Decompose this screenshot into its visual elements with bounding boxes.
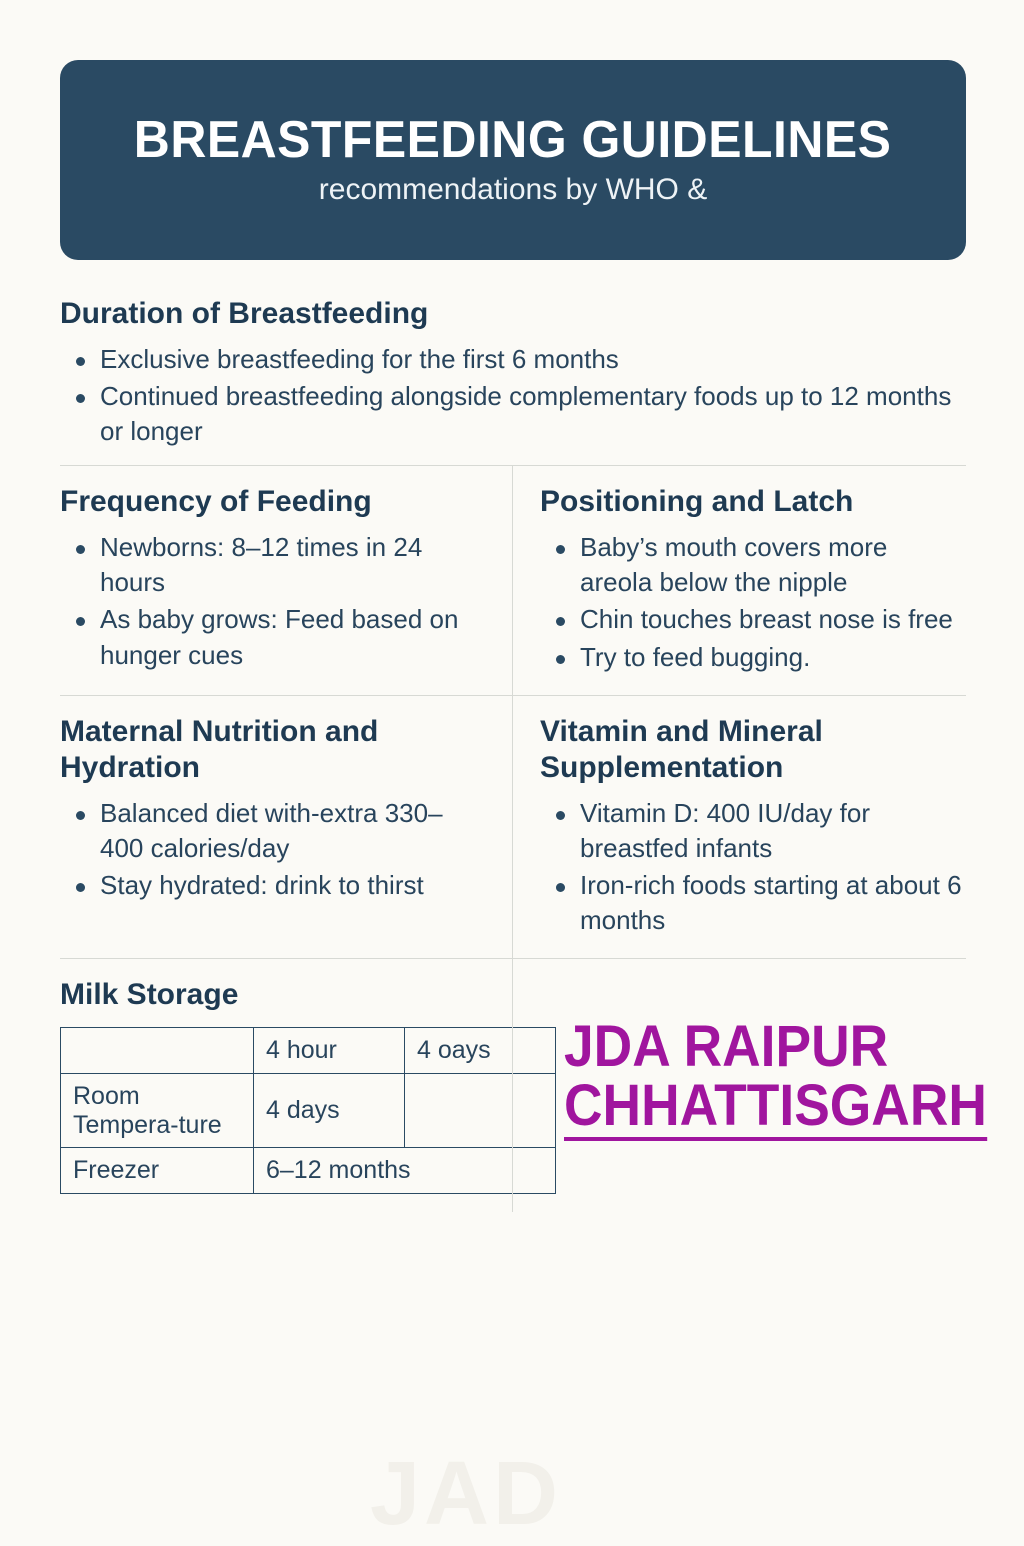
table-cell: 6–12 months (254, 1148, 556, 1194)
table-row-label: Room Tempera-ture (61, 1073, 254, 1148)
page-subtitle: recommendations by WHO & (318, 173, 708, 207)
bullet-list-frequency (60, 530, 482, 672)
row-storage-brand (60, 959, 987, 1212)
content-grid (60, 296, 987, 1212)
list-item: Iron-rich foods starting at about 6 months (540, 868, 966, 938)
section-positioning (512, 466, 966, 694)
bullet-list-positioning (540, 530, 966, 674)
brand-block (512, 959, 987, 1212)
header-banner (60, 60, 966, 260)
section-title-vitamins: Vitamin and Mineral Supplementation (540, 714, 823, 784)
table-header-cell: 4 oays (405, 1028, 556, 1074)
table-header-cell: 4 hour (254, 1028, 405, 1074)
watermark: JAD (370, 1444, 563, 1544)
divider-vertical (512, 959, 513, 1212)
section-vitamins (512, 696, 966, 958)
table-row-label: Freezer (61, 1148, 254, 1194)
list-item: Baby’s mouth covers more areola below the nipple (540, 530, 966, 600)
list-item: Vitamin D: 400 IU/day for breastfed infants (540, 796, 966, 866)
brand-line-1: JDA RAIPUR (564, 1014, 889, 1080)
section-frequency (60, 466, 512, 694)
bullet-list-duration (60, 342, 966, 449)
table-cell-blank (61, 1028, 254, 1074)
page-title: BREASTFEEDING GUIDELINES (134, 110, 892, 169)
divider-vertical (512, 466, 513, 694)
section-title-nutrition: Maternal Nutrition and Hydration (60, 714, 379, 784)
list-item: Newborns: 8–12 times in 24 hours (60, 530, 482, 600)
list-item: Continued breastfeeding alongside complementary foods up to 12 months or longer (60, 379, 966, 449)
table-row (61, 1073, 556, 1148)
list-item: Stay hydrated: drink to thirst (60, 868, 482, 903)
list-item: Chin touches breast nose is free (540, 602, 966, 637)
list-item: As baby grows: Feed based on hunger cues (60, 602, 482, 672)
section-title-duration: Duration of Breastfeeding (60, 297, 429, 330)
milk-storage-table (60, 1027, 556, 1194)
section-title-storage: Milk Storage (60, 978, 239, 1012)
table-cell: 4 days (254, 1073, 405, 1148)
divider-vertical (512, 696, 513, 958)
section-nutrition (60, 696, 512, 958)
table-row (61, 1028, 556, 1074)
brand-line-2: CHHATTISGARH (564, 1076, 987, 1141)
row-nutrition-vitamins (60, 696, 966, 958)
bullet-list-nutrition (60, 796, 482, 903)
section-duration (60, 296, 966, 465)
list-item: Try to feed bugging. (540, 640, 966, 675)
section-title-frequency: Frequency of Feeding (60, 485, 372, 519)
bullet-list-vitamins (540, 796, 966, 938)
list-item: Exclusive breastfeeding for the first 6 months (60, 342, 966, 377)
list-item: Balanced diet with-extra 330–400 calories/day (60, 796, 482, 866)
section-title-positioning: Positioning and Latch (540, 485, 854, 519)
section-storage (60, 959, 512, 1212)
brand-logo (540, 977, 987, 1141)
table-row (61, 1148, 556, 1194)
row-frequency-positioning (60, 466, 966, 694)
